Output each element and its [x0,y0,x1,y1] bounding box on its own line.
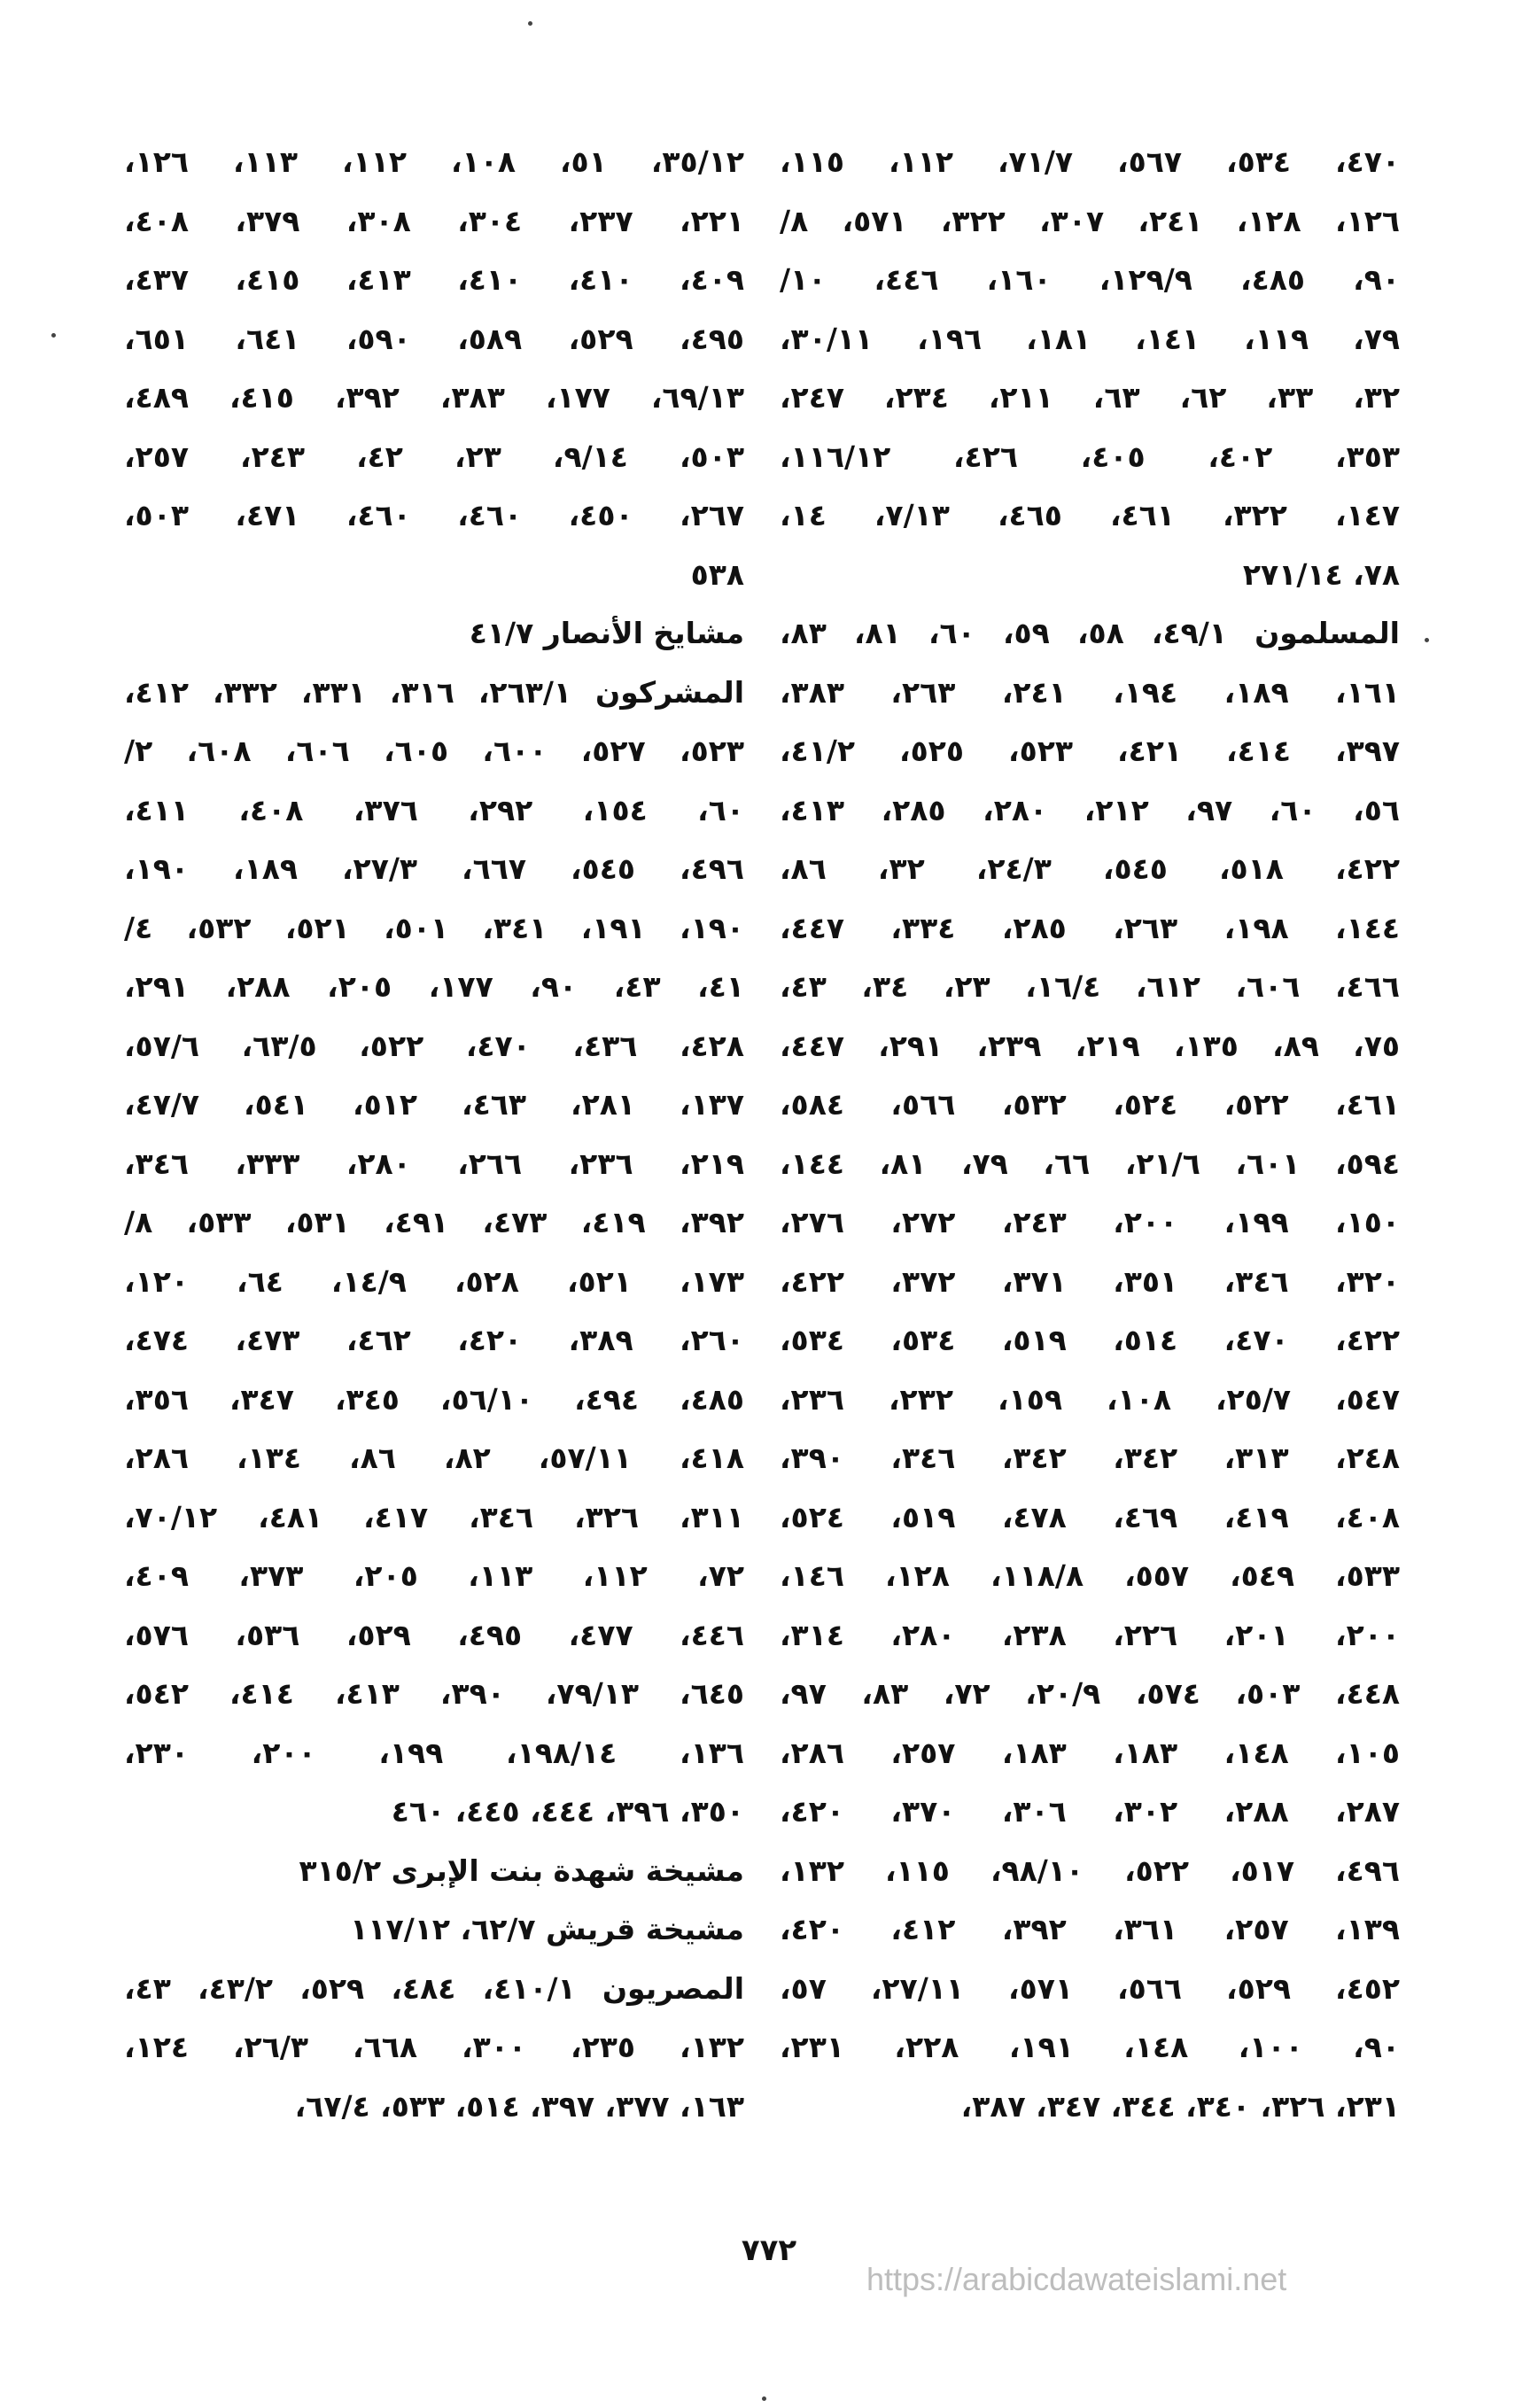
index-line: ٦٩/١٣، ١٧٧، ٣٨٣، ٣٩٢، ٤١٥، ٤٨٩، [124,380,744,415]
index-line: ٤٠٩، ٤١٠، ٤١٠، ٤١٣، ٤١٥، ٤٣٧، [124,262,744,297]
index-line: ١٥٠، ١٩٩، ٢٠٠، ٢٤٣، ٢٧٢، ٢٧٦، [780,1205,1400,1239]
index-line: ١٧٣، ٥٢١، ٥٢٨، ١٤/٩، ٦٤، ١٢٠، [124,1263,744,1299]
index-line: ٢٦٠، ٣٨٩، ٤٢٠، ٤٦٢، ٤٧٣، ٤٧٤، [124,1323,744,1357]
index-line: ٢٤٨، ٣١٣، ٣٤٢، ٣٤٢، ٣٤٦، ٣٩٠، [780,1441,1400,1475]
entry-heading: المشركون [595,674,744,710]
index-line: ٤٦١، ٥٢٢، ٥٢٤، ٥٣٢، ٥٦٦، ٥٨٤، [780,1087,1400,1122]
entry-heading: مشيخة شهدة بنت الإبرى [391,1853,744,1888]
index-line: ٩٠، ٤٨٥، ١٢٩/٩، ١٦٠، ٤٤٦، ١٠/ [780,262,1400,297]
index-line: ٢١٩، ٢٣٦، ٢٦٦، ٢٨٠، ٣٣٣، ٣٤٦، [124,1146,744,1181]
index-line: ٥٦، ٦٠، ٩٧، ٢١٢، ٢٨٠، ٢٨٥، ٤١٣، [780,792,1400,827]
index-line: ٧٨، ٢٧١/١٤ [1242,556,1400,592]
index-line: ٣٥/١٢، ٥١، ١٠٨، ١١٢، ١١٣، ١٢٦، [124,144,744,179]
page-number: ٧٧٢ [741,2233,797,2268]
index-line: ٩٠، ١٠٠، ١٤٨، ١٩١، ٢٢٨، ٢٣١، [780,2030,1400,2064]
index-line: ٦٠، ١٥٤، ٢٩٢، ٣٧٦، ٤٠٨، ٤١١، [124,792,744,827]
index-line: ٥٩٤، ٦٠١، ٢١/٦، ٦٦، ٧٩، ٨١، ١٤٤، [780,1146,1400,1181]
index-line: ١٦١، ١٨٩، ١٩٤، ٢٤١، ٢٦٣، ٣٨٣، [780,674,1400,710]
index-line: ٥٠٣، ٩/١٤، ٢٣، ٤٢، ٢٤٣، ٢٥٧، [124,439,744,474]
index-line: ٤٦٦، ٦٠٦، ٦١٢، ١٦/٤، ٢٣، ٣٤، ٤٣، [780,969,1400,1004]
entry-references: ٤٩/١، ٥٨، ٥٩، ٦٠، ٨١، ٨٣، [780,616,1227,650]
scan-speck [762,2396,766,2401]
entry-references: ٤١٠/١، ٤٨٤، ٥٢٩، ٤٣/٢، ٤٣، [124,1970,576,2006]
index-line: ٢٢١، ٢٣٧، ٣٠٤، ٣٠٨، ٣٧٩، ٤٠٨، [124,203,744,238]
index-line: ١٣٧، ٢٨١، ٤٦٣، ٥١٢، ٥٤١، ٤٧/٧، [124,1087,744,1122]
index-line: ٣١١، ٣٢٦، ٣٤٦، ٤١٧، ٤٨١، ٧٠/١٢، [124,1499,744,1534]
index-entry-line [124,1960,744,2019]
index-line: ٣٢٠، ٣٤٦، ٣٥١، ٣٧١، ٣٧٢، ٤٢٢، [780,1263,1400,1299]
scan-speck [528,21,532,26]
index-entry-line [124,1900,744,1960]
index-line: ٤٩٥، ٥٢٩، ٥٨٩، ٥٩٠، ٦٤١، ٦٥١، [124,321,744,356]
index-line: ١٣٦، ١٩٨/١٤، ١٩٩، ٢٠٠، ٢٣٠، [124,1735,744,1770]
index-line: ٢٣١، ٣٢٦، ٣٤٠، ٣٤٤، ٣٤٧، ٣٨٧، [960,2088,1400,2124]
right-column [780,133,1400,2136]
entry-heading: المصريون [602,1970,744,2006]
index-line: ١٢٦، ١٢٨، ٢٤١، ٣٠٧، ٣٢٢، ٥٧١، ٨/ [780,203,1400,238]
index-line: ٤٢٨، ٤٣٦، ٤٧٠، ٥٢٢، ٦٣/٥، ٥٧/٦، [124,1028,744,1063]
index-line: ٢٦٧، ٤٥٠، ٤٦٠، ٤٦٠، ٤٧١، ٥٠٣، [124,498,744,532]
entry-references: ٦٢/٧، ١١٧/١٢ [350,1912,536,1946]
index-line: ١٣٩، ٢٥٧، ٣٦١، ٣٩٢، ٤١٢، ٤٢٠، [780,1912,1400,1946]
index-line: ٤٤٨، ٥٠٣، ٥٧٤، ٢٠/٩، ٧٢، ٨٣، ٩٧، [780,1676,1400,1711]
index-line: ٤٤٦، ٤٧٧، ٤٩٥، ٥٢٩، ٥٣٦، ٥٧٦، [124,1617,744,1652]
index-line: ٤٢٢، ٤٧٠، ٥١٤، ٥١٩، ٥٣٤، ٥٣٤، [780,1323,1400,1357]
index-line: ٤٨٥، ٤٩٤، ٥٦/١٠، ٣٤٥، ٣٤٧، ٣٥٦، [124,1381,744,1417]
entry-heading: المسلمون [1254,616,1400,650]
index-line: ٤٧٠، ٥٣٤، ٥٦٧، ٧١/٧، ١١٢، ١١٥، [780,144,1400,179]
index-line: ١٠٥، ١٤٨، ١٨٣، ١٨٣، ٢٥٧، ٢٨٦، [780,1735,1400,1770]
index-line: ٣٥٣، ٤٠٢، ٤٠٥، ٤٢٦، ١١٦/١٢، [780,439,1400,474]
index-line: ٢٨٧، ٢٨٨، ٣٠٢، ٣٠٦، ٣٧٠، ٤٢٠، [780,1794,1400,1829]
index-line: ٧٥، ٨٩، ١٣٥، ٢١٩، ٢٣٩، ٢٩١، ٤٤٧، [780,1028,1400,1063]
index-line: ٧٢، ١١٢، ١١٣، ٢٠٥، ٣٧٣، ٤٠٩، [124,1558,744,1593]
index-line: ٣٩٧، ٤١٤، ٤٢١، ٥٢٣، ٥٢٥، ٤١/٢، [780,734,1400,768]
left-column [124,133,744,2136]
index-line: ١٤٤، ١٩٨، ٢٦٣، ٢٨٥، ٣٣٤، ٤٤٧، [780,910,1400,945]
watermark-url: https://arabicdawateislami.net [866,2261,1287,2297]
index-line: ٥٣٨ [690,556,744,592]
index-line: ٣٩٢، ٤١٩، ٤٧٣، ٤٩١، ٥٣١، ٥٣٣، ٨/ [124,1205,744,1239]
index-entry-line [124,664,744,723]
index-line: ٤١٨، ٥٧/١١، ٨٢، ٨٦، ١٣٤، ٢٨٦، [124,1441,744,1475]
entry-references: ٤١/٧ [469,616,534,650]
entry-heading: مشايخ الأنصار [543,616,744,650]
index-entry-line [124,604,744,664]
index-line: ٤٠٨، ٤١٩، ٤٦٩، ٤٧٨، ٥١٩، ٥٢٤، [780,1499,1400,1534]
index-line: ٥٢٣، ٥٢٧، ٦٠٠، ٦٠٥، ٦٠٦، ٦٠٨، ٢/ [124,734,744,768]
index-line: ٥٣٣، ٥٤٩، ٥٥٧، ١١٨/٨، ١٢٨، ١٤٦، [780,1558,1400,1593]
index-line: ٤٢٢، ٥١٨، ٥٤٥، ٢٤/٣، ٣٢، ٨٦، [780,851,1400,886]
entry-references: ٣١٥/٢ [299,1853,382,1888]
index-entry-line [780,604,1400,664]
index-line: ١٦٣، ٣٧٧، ٣٩٧، ٥١٤، ٥٣٣، ٦٧/٤، [294,2088,744,2124]
index-line: ١٩٠، ١٩١، ٣٤١، ٥٠١، ٥٢١، ٥٣٢، ٤/ [124,910,744,945]
entry-references: ٢٦٣/١، ٣١٦، ٣٣١، ٣٣٢، ٤١٢، [124,674,572,710]
index-line: ٢٠٠، ٢٠١، ٢٢٦، ٢٣٨، ٢٨٠، ٣١٤، [780,1617,1400,1652]
index-line: ٣٥٠، ٣٩٦، ٤٤٤، ٤٤٥، ٤٦٠ [391,1794,744,1829]
index-line: ٦٤٥، ٧٩/١٣، ٣٩٠، ٤١٣، ٤١٤، ٥٤٢، [124,1676,744,1711]
index-entry-line [124,1842,744,1901]
index-line: ٤٥٢، ٥٢٩، ٥٦٦، ٥٧١، ٢٧/١١، ٥٧، [780,1970,1400,2006]
index-line: ٤٩٦، ٥١٧، ٥٢٢، ٩٨/١٠، ١١٥، ١٣٢، [780,1853,1400,1888]
index-line: ٧٩، ١١٩، ١٤١، ١٨١، ١٩٦، ٣٠/١١، [780,321,1400,356]
scan-speck [1425,638,1429,642]
scan-speck [51,333,56,338]
index-line: ٥٤٧، ٢٥/٧، ١٠٨، ١٥٩، ٢٣٢، ٢٣٦، [780,1381,1400,1417]
entry-heading: مشيخة قريش [546,1912,744,1946]
index-line: ١٣٢، ٢٣٥، ٣٠٠، ٦٦٨، ٢٦/٣، ١٢٤، [124,2030,744,2064]
index-line: ٤٩٦، ٥٤٥، ٦٦٧، ٢٧/٣، ١٨٩، ١٩٠، [124,851,744,886]
index-line: ٣٢، ٣٣، ٦٢، ٦٣، ٢١١، ٢٣٤، ٢٤٧، [780,380,1400,415]
index-line: ١٤٧، ٣٢٢، ٤٦١، ٤٦٥، ٧/١٣، ١٤، [780,498,1400,532]
index-line: ٤١، ٤٣، ٩٠، ١٧٧، ٢٠٥، ٢٨٨، ٢٩١، [124,969,744,1004]
